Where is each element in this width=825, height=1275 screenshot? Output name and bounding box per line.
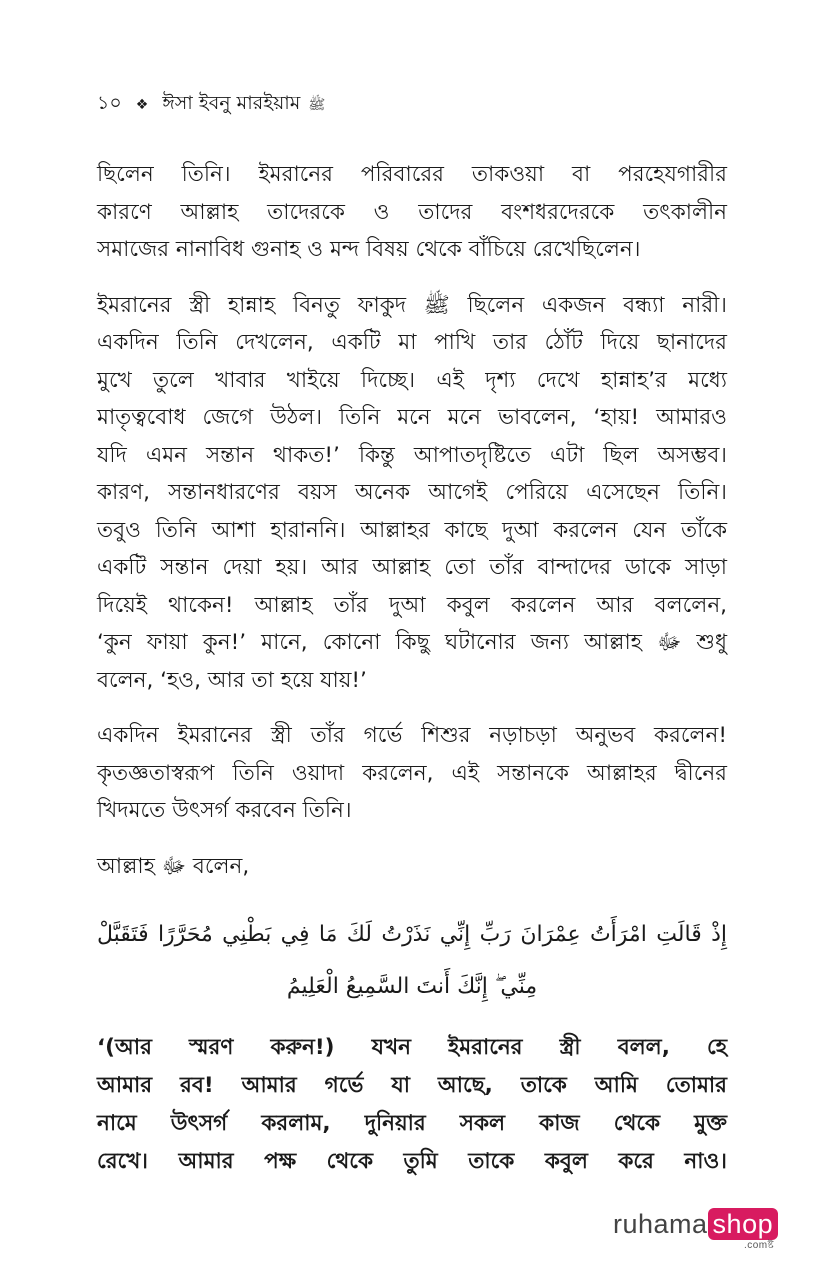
text-line: ‘কুন ফায়া কুন!’ মানে, কোনো কিছু ঘটানোর জন্য আল্লাহ ﷻ শুধু	[97, 630, 727, 655]
arabic-line: إِذْ قَالَتِ امْرَأَتُ عِمْرَانَ رَبِّ إِنِّي نَذَرْتُ لَكَ مَا فِي بَطْنِي مُحَرَّرًا فَتَقَبَّلْ	[97, 922, 727, 947]
text-line: একটি সন্তান দেয়া হয়। আর আল্লাহ তো তাঁর বান্দাদের ডাকে সাড়া	[97, 555, 727, 580]
text-line: মুখে তুলে খাবার খাইয়ে দিচ্ছে। এই দৃশ্য দেখে হান্নাহ’র মধ্যে	[97, 367, 727, 393]
logo-box: shop	[708, 1208, 779, 1240]
page-number: ১০	[97, 92, 122, 114]
translation-line: নামে উৎসর্গ করলাম, দুনিয়ার সকল কাজ থেকে মুক্ত	[97, 1111, 727, 1136]
translation-line: রেখে। আমার পক্ষ থেকে তুমি তাকে কবুল করে নাও।	[97, 1149, 727, 1174]
text-line: বলেন, ‘হও, আর তা হয়ে যায়!’	[97, 667, 367, 693]
text-line: একদিন ইমরানের স্ত্রী তাঁর গর্ভে শিশুর নড়াচড়া অনুভব করলেন!	[97, 723, 727, 748]
text-line: কৃতজ্ঞতাস্বরূপ তিনি ওয়াদা করলেন, এই সন্তানকে আল্লাহর দ্বীনের	[97, 760, 727, 786]
text-line: মাতৃত্ববোধ জেগে উঠল। তিনি মনে মনে ভাবলেন, ‘হায়! আমারও	[97, 405, 727, 430]
separator-icon: ❖	[135, 97, 149, 113]
arabic-verse	[97, 909, 727, 1013]
text-line: একদিন তিনি দেখলেন, একটি মা পাখি তার ঠোঁট দিয়ে ছানাদের	[97, 330, 727, 355]
text-line: খিদমতে উৎসর্গ করবেন তিনি।	[97, 798, 352, 823]
paragraph-3	[97, 717, 727, 830]
paragraph-2	[97, 287, 727, 700]
verse-translation	[97, 1029, 727, 1181]
honorific-icon: ﷺ	[308, 97, 326, 113]
text-line: কারণ, সন্তানধারণের বয়স অনেক আগেই পেরিয়ে এসেছেন তিনি।	[97, 480, 727, 505]
book-page	[97, 88, 727, 1181]
text-line: ইমরানের স্ত্রী হান্নাহ বিনতু ফাকুদ ﷺ ছিলেন একজন বন্ধ্যা নারী।	[97, 292, 727, 318]
ruhamashop-logo	[613, 1208, 778, 1251]
logo-word: ruhama	[613, 1209, 708, 1239]
quote-intro: আল্লাহ ﷻ বলেন,	[97, 853, 250, 879]
text-line: সমাজের নানাবিধ গুনাহ ও মন্দ বিষয় থেকে বাঁচিয়ে রেখেছিলেন।	[97, 237, 641, 262]
translation-line: আমার রব! আমার গর্ভে যা আছে, তাকে আমি তোমার	[97, 1073, 727, 1098]
running-head	[97, 88, 727, 120]
arabic-line: مِنِّي ۖ إِنَّكَ أَنتَ السَّمِيعُ الْعَلِيمُ	[286, 974, 538, 999]
text-line: কারণে আল্লাহ তাদেরকে ও তাদের বংশধরদেরকে তৎকালীন	[97, 199, 727, 225]
logo-domain: .comষ্ট	[743, 1240, 775, 1251]
paragraph-1	[97, 156, 727, 269]
chapter-title: ঈসা ইবনু মারইয়াম	[162, 92, 301, 114]
text-line: দিয়েই থাকেন! আল্লাহ তাঁর দুআ কবুল করলেন আর বললেন,	[97, 592, 727, 618]
text-line: ছিলেন তিনি। ইমরানের পরিবারের তাকওয়া বা পরহেযগারীর	[97, 162, 727, 187]
text-line: যদি এমন সন্তান থাকত!’ কিন্তু আপাতদৃষ্টিতে এটা ছিল অসম্ভব।	[97, 442, 727, 468]
translation-line: ‘(আর স্মরণ করুন!) যখন ইমরানের স্ত্রী বলল, হে	[97, 1035, 727, 1060]
text-line: তবুও তিনি আশা হারাননি। আল্লাহর কাছে দুআ করলেন যেন তাঁকে	[97, 517, 727, 543]
